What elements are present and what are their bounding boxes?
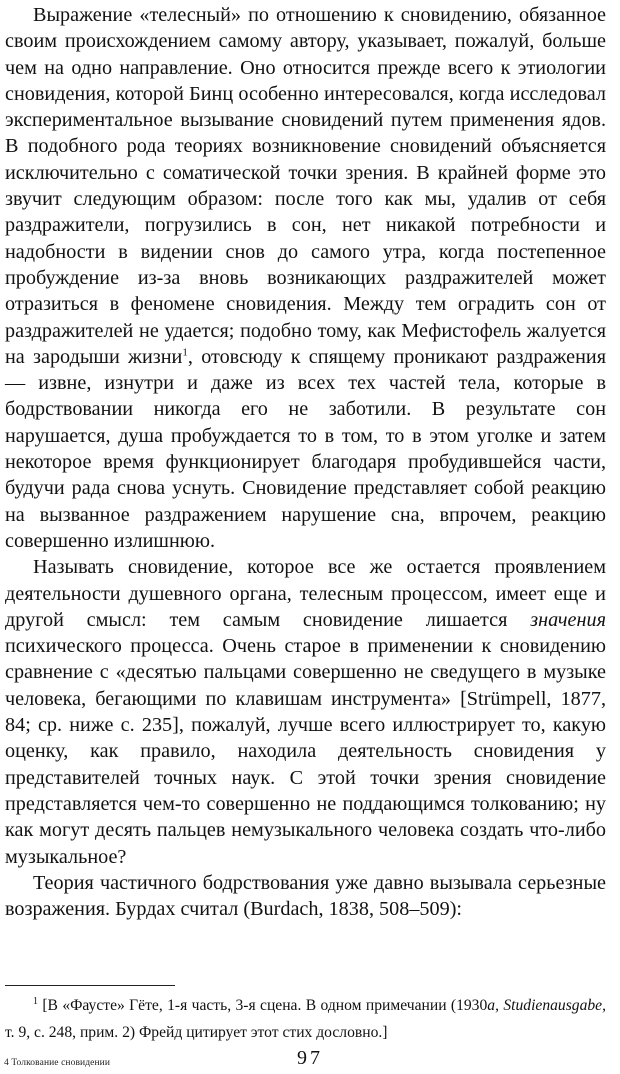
footnote-text-c: , т. 9, с. 248, прим. 2) Фрейд цитирует этот стих дословно.]: [5, 997, 606, 1041]
paragraph-3: Теория частичного бодрствования уже давно вызывала серьезные возражения. Бурдах считал (Burdach, 1838, 508–509):: [5, 871, 606, 921]
emphasis-word: значения: [530, 608, 606, 631]
paragraph-2: [5, 554, 606, 870]
paragraph-1-text-a: Выражение «телесный» по отношению к сновидению, обязанное своим происхождением самому автору, указывает, пожалуй, больше чем на одно направление. Оно относится прежде всего к этиологии сновидения, которой Бинц особенно интересовался, когда исследовал экспериментальное вызывание сновидений путем применения ядов. В подобного рода теориях возникновение сновидений объясняется исключительно с соматической точки зрения. В крайней форме это звучит следующим образом: после того как мы, удалив от себя раздражители, погрузились в сон, нет никакой потребности и надобности в видении снов до самого утра, когда постепенное пробуждение из-за вновь возникающих раздражителей может отразиться в феномене сновидения. Между тем оградить сон от раздражителей не удается; подобно тому, как Мефистофель жалуется на зародыши жизни: [5, 4, 606, 368]
footnote-italic-a: a: [487, 997, 496, 1014]
footnote-divider: [5, 985, 175, 986]
printer-signature: 4 Толкование сновидении: [4, 1058, 111, 1068]
paragraph-2-text-a: Называть сновидение, которое все же остается проявлением деятельности душевного органа, телесным процессом, имеет еще и другой смысл: тем самым сновидение лишается: [5, 556, 606, 631]
footnote-text-a: [В «Фаусте» Гёте, 1-я часть, 3-я сцена. В одном примечании (1930: [38, 997, 488, 1014]
footnote: [5, 992, 606, 1046]
footnote-reference: 1: [182, 346, 188, 359]
paragraph-1: [5, 2, 606, 554]
footnote-italic-title: Studienausgabe: [503, 997, 603, 1014]
footnote-text-b: ,: [495, 997, 504, 1014]
paragraph-2-text-b: психического процесса. Очень старое в применении к сновидению сравнение с «десятью пальцами совершенно не сведущего в музыке человека, бегающими по клавишам инструмента» [Strümpell, 1877, 84; ср. ниже с. 235], пожалуй, лучше всего иллюстрирует то, какую оценку, как правило, находила деятельность сновидения у представителей точных наук. С этой точки зрения сновидение представляется чем-то совершенно не поддающимся толкованию; ну как могут десять пальцев немузыкального человека создать что-либо музыкальное?: [5, 635, 606, 868]
footnote-mark: 1: [33, 995, 38, 1007]
page-number: 97: [297, 1047, 323, 1069]
main-text: [5, 2, 606, 922]
paragraph-1-text-b: , отовсюду к спящему проникают раздражения — извне, изнутри и даже из всех тех частей тела, которые в бодрствовании никогда его не заботили. В результате сон нарушается, душа пробуждается то в том, то в этом уголке и затем некоторое время функционирует благодаря пробудившейся части, будучи рада снова уснуть. Сновидение представляет собой реакцию на вызванное раздражением нарушение сна, впрочем, реакцию совершенно излишнюю.: [5, 345, 606, 552]
